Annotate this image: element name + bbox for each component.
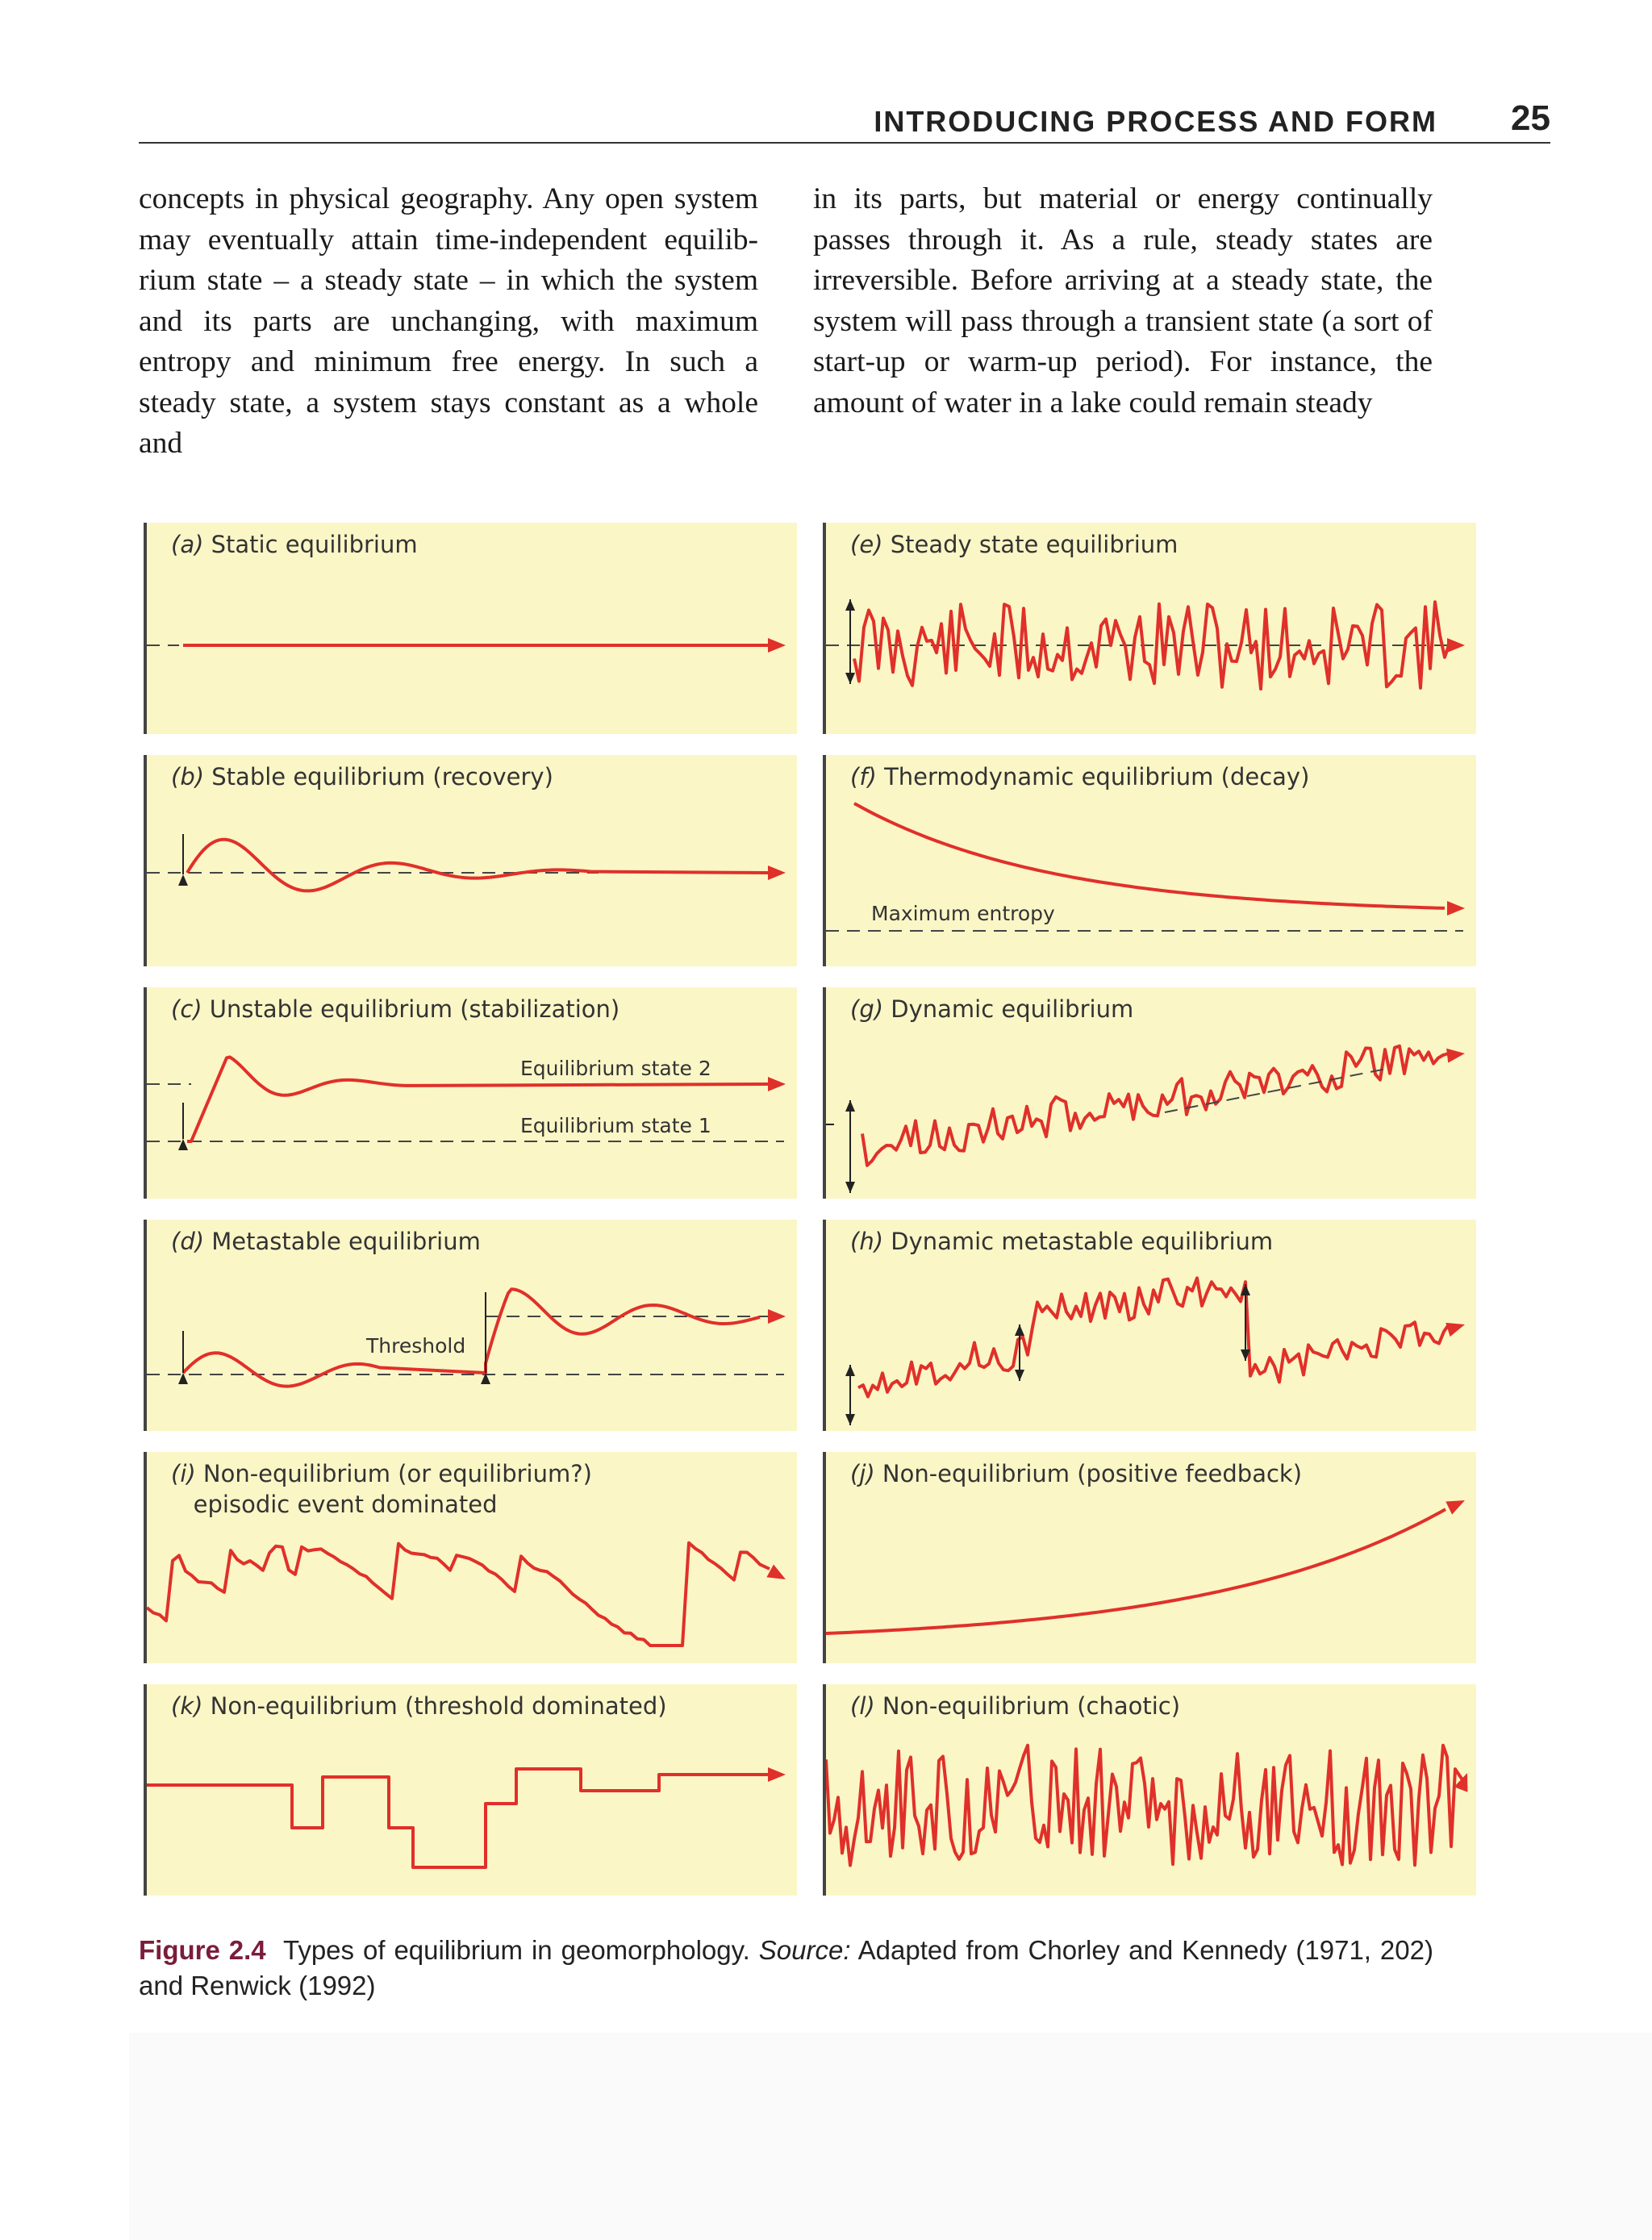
panel-d-curve <box>147 1289 786 1386</box>
panel-i-curve <box>147 1543 786 1646</box>
panel-g-title: Dynamic equilibrium <box>891 995 1134 1023</box>
panel-h-title: Dynamic metastable equilibrium <box>891 1228 1274 1255</box>
response-curve <box>147 1543 770 1646</box>
panel-j-curve <box>826 1500 1465 1633</box>
panel-i-non-equilibrium-episodic <box>144 1452 797 1663</box>
panel-k-curve <box>147 1767 786 1867</box>
panel-k-letter: (k) <box>171 1692 203 1720</box>
arrowhead <box>768 1077 786 1091</box>
panel-c-letter: (c) <box>171 995 202 1023</box>
figure-caption-text: Types of equilibrium in geomorphology. <box>282 1935 750 1965</box>
panel-b-graph <box>147 755 800 966</box>
arrowhead <box>766 1565 786 1579</box>
arrowhead <box>1447 638 1465 653</box>
response-curve <box>826 1509 1446 1633</box>
panel-l-title: Non-equilibrium (chaotic) <box>882 1692 1181 1720</box>
response-curve <box>858 1278 1449 1396</box>
page-bottom-shade <box>129 2033 1652 2240</box>
panel-l-graph <box>826 1684 1479 1896</box>
panel-b-title: Stable equilibrium (recovery) <box>211 763 553 790</box>
panel-d-letter: (d) <box>171 1228 205 1255</box>
panel-k-title: Non-equilibrium (threshold dominated) <box>210 1692 667 1720</box>
panel-c-unstable-equilibrium <box>144 987 797 1199</box>
panel-d-metastable-equilibrium <box>144 1220 797 1431</box>
arrowhead <box>1447 901 1465 916</box>
arrow-tip-down <box>845 673 855 684</box>
panel-j-non-equilibrium-positive-feedback <box>823 1452 1476 1663</box>
panel-e-curve <box>826 599 1465 689</box>
panel-e-graph <box>826 523 1479 734</box>
panel-l-non-equilibrium-chaotic <box>823 1684 1476 1896</box>
panel-a-graph <box>147 523 800 734</box>
page-number: 25 <box>1511 98 1550 138</box>
equilibrium-state-1-label: Equilibrium state 1 <box>520 1114 711 1137</box>
panel-b-letter: (b) <box>171 763 205 790</box>
panel-h-graph <box>826 1220 1479 1431</box>
panel-f-letter: (f) <box>850 763 877 790</box>
panel-b-stable-equilibrium <box>144 755 797 966</box>
panel-i-title-line2: episodic event dominated <box>193 1491 498 1518</box>
body-text-left-column: concepts in physical geography. Any open system may eventually attain time-independent equilib-rium state – a steady state – in which the system and its parts are unchanging, with maximum entropy and minimum free energy. In such a steady state, a system stays constant as a whole and <box>139 182 758 460</box>
arrowhead <box>768 638 786 653</box>
running-title: INTRODUCING PROCESS AND FORM <box>874 105 1437 138</box>
panel-f-thermodynamic-equilibrium <box>823 755 1476 966</box>
panel-k-graph <box>147 1684 800 1896</box>
arrowhead <box>768 866 786 880</box>
figure-source-text: Adapted from Chorley and Kennedy (1971, 202) and Renwick (1992) <box>139 1935 1433 2000</box>
arrow-tip-down <box>845 1414 855 1425</box>
panel-e-title: Steady state equilibrium <box>890 531 1179 558</box>
panel-g-dynamic-equilibrium <box>823 987 1476 1199</box>
panel-e-steady-state-equilibrium <box>823 523 1476 734</box>
panel-l-curve <box>826 1746 1467 1866</box>
panel-d-title: Metastable equilibrium <box>211 1228 481 1255</box>
panel-a-curve <box>147 638 786 653</box>
panel-i-graph <box>147 1452 800 1663</box>
arrowhead <box>1446 1049 1465 1063</box>
panel-f-title: Thermodynamic equilibrium (decay) <box>884 763 1310 790</box>
arrow-tip-up <box>845 599 855 611</box>
arrow-tip-down <box>845 1182 855 1193</box>
panel-h-dynamic-metastable-equilibrium <box>823 1220 1476 1431</box>
panel-c-graph <box>147 987 800 1199</box>
arrow-tip-down <box>1015 1370 1024 1381</box>
panel-l-letter: (l) <box>850 1692 875 1720</box>
arrow-tip-up <box>178 874 188 886</box>
panel-i-title: Non-equilibrium (or equilibrium?) <box>202 1460 592 1487</box>
figure-label: Figure 2.4 <box>139 1935 266 1965</box>
panel-g-curve <box>826 1046 1465 1193</box>
response-curve <box>826 1746 1463 1866</box>
panel-k-non-equilibrium-threshold <box>144 1684 797 1896</box>
panel-d-graph <box>147 1220 800 1431</box>
panel-f-graph <box>826 755 1479 966</box>
panel-a-title: Static equilibrium <box>211 531 418 558</box>
arrowhead <box>1446 1323 1465 1337</box>
response-curve <box>187 840 768 891</box>
response-curve <box>147 1769 770 1867</box>
threshold-label: Threshold <box>366 1334 466 1358</box>
arrow-tip-up <box>845 1365 855 1376</box>
panel-a-letter: (a) <box>171 531 204 558</box>
arrowhead <box>768 1309 786 1324</box>
panel-g-graph <box>826 987 1479 1199</box>
response-curve <box>854 803 1445 908</box>
panel-j-graph <box>826 1452 1479 1663</box>
panel-g-letter: (g) <box>850 995 884 1023</box>
response-curve <box>183 1289 760 1386</box>
body-text-right-column: in its parts, but material or energy continually passes through it. As a rule, steady states are irreversible. Before arriving at a steady state, the system will pass through a transient state (a sort of start-up or warm-up period). For instance, the amount of water in a lake could remain steady <box>813 182 1433 419</box>
running-header <box>139 95 1550 144</box>
panel-c-title: Unstable equilibrium (stabilization) <box>209 995 620 1023</box>
figure-source-label: Source: <box>758 1935 851 1965</box>
panel-j-title: Non-equilibrium (positive feedback) <box>882 1460 1303 1487</box>
panel-j-letter: (j) <box>850 1460 875 1487</box>
arrow-tip-up <box>1015 1324 1024 1336</box>
response-curve <box>862 1046 1449 1166</box>
equilibrium-state-2-label: Equilibrium state 2 <box>520 1057 711 1080</box>
panel-a-static-equilibrium <box>144 523 797 734</box>
figure-caption <box>139 1933 1433 2004</box>
panel-i-letter: (i) <box>171 1460 196 1487</box>
panel-b-curve <box>147 834 786 891</box>
arrowhead <box>768 1767 786 1782</box>
panel-h-curve <box>845 1278 1465 1425</box>
maximum-entropy-label: Maximum entropy <box>871 902 1055 925</box>
arrowhead <box>1446 1500 1465 1515</box>
arrow-tip-up <box>845 1100 855 1112</box>
panel-e-letter: (e) <box>850 531 883 558</box>
panel-h-letter: (h) <box>850 1228 884 1255</box>
